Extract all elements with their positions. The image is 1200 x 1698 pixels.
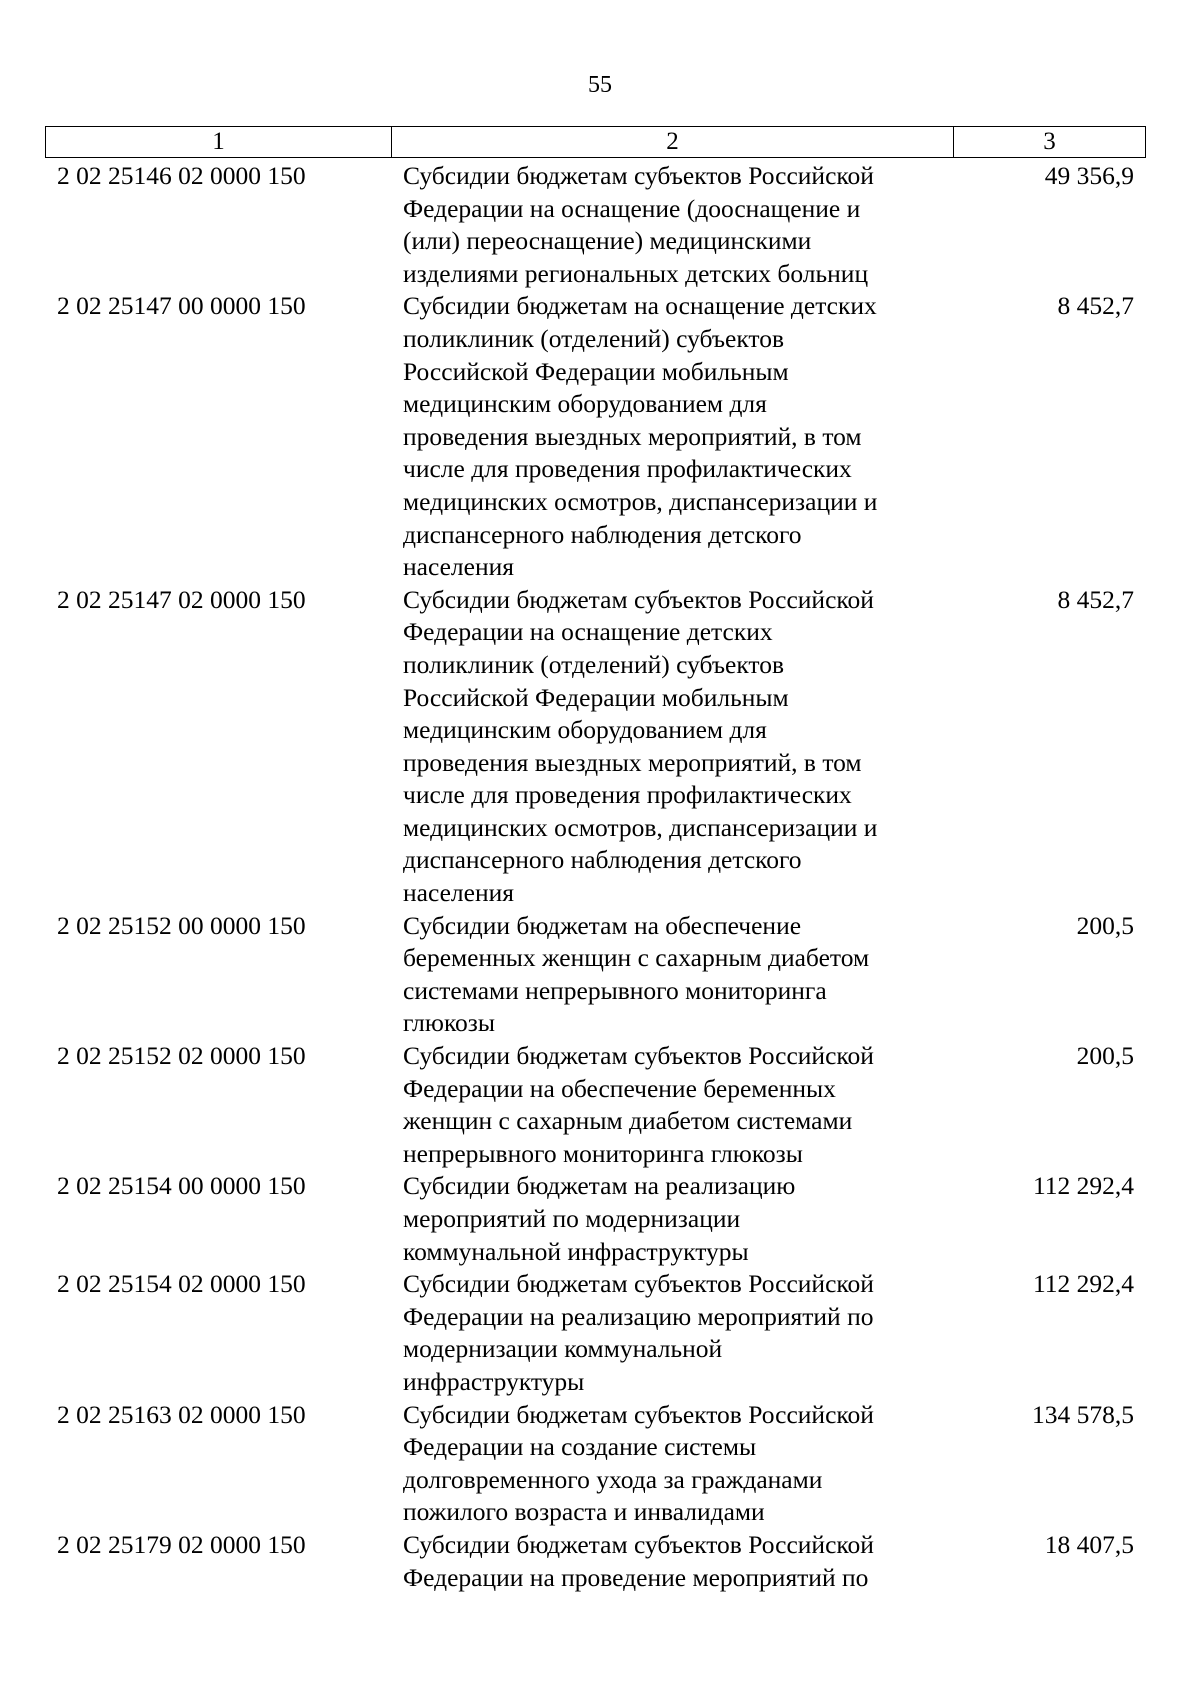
description-line: поликлиник (отделений) субъектов [403,323,784,353]
income-amount: 8 452,7 [1057,291,1134,321]
income-code: 2 02 25146 02 0000 150 [57,161,306,190]
header-col-1: 1 [46,127,392,157]
table-row [45,160,1146,290]
description-line: Субсидии бюджетам субъектов Российской [403,1041,874,1071]
description-line: изделиями региональных детских больниц [403,258,869,288]
description-line: Федерации на реализацию мероприятий по [403,1301,874,1331]
description-line: проведения выездных мероприятий, в том [403,747,862,777]
table-row [45,1170,1146,1268]
income-description [391,1170,953,1268]
description-line: Федерации на создание системы [403,1432,757,1462]
table-row [45,290,1146,583]
income-description [391,160,953,290]
description-line: медицинским оборудованием для [403,389,767,419]
description-line: числе для проведения профилактических [403,454,852,484]
table-row [45,1040,1146,1170]
table-row [45,584,1146,910]
description-line: Федерации на оснащение (дооснащение и [403,193,861,223]
description-line: диспансерного наблюдения детского [403,519,802,549]
description-line: Субсидии бюджетам на реализацию [403,1171,796,1201]
income-description [391,1268,953,1398]
description-line: мероприятий по модернизации [403,1204,741,1233]
income-amount: 49 356,9 [1044,161,1134,190]
page-number: 55 [588,72,612,98]
description-line: коммунальной инфраструктуры [403,1236,749,1266]
table-header [45,126,1146,158]
income-description [391,1529,953,1594]
income-amount: 112 292,4 [1032,1269,1134,1299]
description-line: поликлиник (отделений) субъектов [403,649,784,679]
income-amount: 200,5 [1076,1041,1134,1071]
income-code: 2 02 25154 00 0000 150 [57,1171,306,1201]
income-description [391,910,953,1040]
income-description [391,1399,953,1529]
description-line: Субсидии бюджетам субъектов Российской [403,1399,874,1429]
description-line: системами непрерывного мониторинга [403,975,827,1005]
table-row [45,1268,1146,1398]
income-code: 2 02 25152 00 0000 150 [57,910,306,940]
description-line: женщин с сахарным диабетом системами [403,1106,853,1136]
description-line: беременных женщин с сахарным диабетом [403,943,870,973]
description-line: Федерации на проведение мероприятий по [403,1562,869,1592]
table-row [45,1399,1146,1529]
description-line: числе для проведения профилактических [403,780,852,810]
income-description [391,584,953,910]
description-line: населения [403,552,514,582]
income-description [391,290,953,583]
income-amount: 112 292,4 [1032,1171,1134,1201]
description-line: Субсидии бюджетам субъектов Российской [403,161,874,190]
description-line: диспансерного наблюдения детского [403,845,802,875]
description-line: пожилого возраста и инвалидами [403,1497,765,1527]
header-col-3: 3 [1043,128,1056,155]
table-row [45,910,1146,1040]
description-line: медицинских осмотров, диспансеризации и [403,486,878,516]
description-line: Субсидии бюджетам на обеспечение [403,910,802,940]
income-description [391,1040,953,1170]
income-code: 2 02 25152 02 0000 150 [57,1041,306,1071]
description-line: Субсидии бюджетам субъектов Российской [403,1529,874,1559]
income-amount: 200,5 [1076,910,1134,940]
income-code: 2 02 25147 00 0000 150 [57,291,306,321]
description-line: Федерации на оснащение детских [403,617,773,647]
income-code: 2 02 25163 02 0000 150 [57,1399,306,1429]
description-line: Федерации на обеспечение беременных [403,1073,836,1103]
description-line: (или) переоснащение) медицинскими [403,226,812,256]
description-line: инфраструктуры [403,1366,585,1396]
description-line: медицинских осмотров, диспансеризации и [403,812,878,842]
description-line: непрерывного мониторинга глюкозы [403,1138,803,1168]
income-amount: 134 578,5 [1032,1399,1134,1429]
description-line: Субсидии бюджетам на оснащение детских [403,291,877,321]
table-row [45,1529,1146,1594]
income-code: 2 02 25154 02 0000 150 [57,1269,306,1299]
description-line: Российской Федерации мобильным [403,682,789,712]
description-line: Российской Федерации мобильным [403,356,789,386]
income-code: 2 02 25179 02 0000 150 [57,1529,306,1559]
description-line: долговременного ухода за гражданами [403,1464,823,1494]
income-code: 2 02 25147 02 0000 150 [57,584,306,614]
description-line: медицинским оборудованием для [403,715,767,745]
header-col-2: 2 [392,127,954,157]
description-line: населения [403,878,514,908]
income-amount: 8 452,7 [1057,584,1134,614]
description-line: модернизации коммунальной [403,1334,723,1364]
description-line: проведения выездных мероприятий, в том [403,421,862,451]
income-amount: 18 407,5 [1044,1529,1134,1559]
description-line: глюкозы [403,1008,495,1038]
table-body [45,160,1146,1594]
description-line: Субсидии бюджетам субъектов Российской [403,584,874,614]
description-line: Субсидии бюджетам субъектов Российской [403,1269,874,1299]
